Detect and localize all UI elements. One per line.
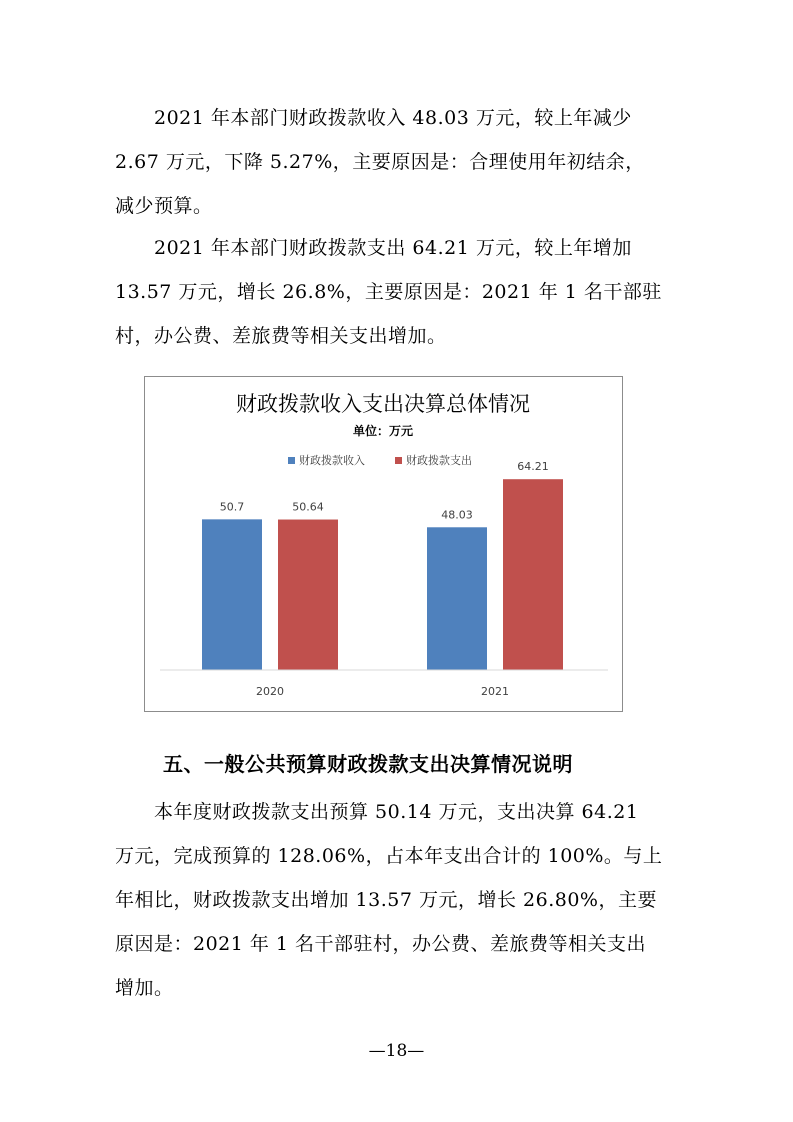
bar-2021-expenditure [503,479,563,670]
chart-subtitle: 单位：万元 [352,424,414,438]
data-label: 50.64 [292,500,324,514]
data-label: 50.7 [219,500,245,514]
paragraph-line: 2021 年本部门财政拨款收入 48.03 万元，较上年减少 [115,107,632,129]
legend-label: 财政拨款支出 [406,454,472,467]
legend-label: 财政拨款收入 [299,454,365,467]
x-tick-label: 2021 [481,685,509,698]
section-heading: 五、一般公共预算财政拨款支出决算情况说明 [163,752,573,776]
data-label: 64.21 [517,460,549,474]
legend-swatch [395,457,402,464]
paragraph-line: 2021 年本部门财政拨款支出 64.21 万元，较上年增加 [115,237,632,259]
bar-2020-income [202,519,262,670]
paragraph-line: 村，办公费、差旅费等相关支出增加。 [115,325,447,347]
x-tick-label: 2020 [256,685,284,698]
chart-title: 财政拨款收入支出决算总体情况 [236,392,530,416]
paragraph-line: 本年度财政拨款支出预算 50.14 万元，支出决算 64.21 [115,801,639,823]
paragraph-line: 2.67 万元，下降 5.27%，主要原因是：合理使用年初结余， [115,151,645,173]
bar-2020-expenditure [278,520,338,670]
paragraph-expenditure [115,226,675,358]
paragraph-budget-explanation [115,790,675,1010]
chart-canvas [145,377,622,711]
chart-legend [288,453,472,467]
chart-data-labels [220,460,549,521]
bar-chart [144,376,623,712]
paragraph-line: 原因是：2021 年 1 名干部驻村，办公费、差旅费等相关支出 [115,933,647,955]
legend-swatch [288,457,295,464]
paragraph-line: 年相比，财政拨款支出增加 13.57 万元，增长 26.80%，主要 [115,889,657,911]
paragraph-line: 增加。 [115,977,174,999]
paragraph-income [115,96,675,228]
bar-2021-income [427,527,487,670]
paragraph-line: 减少预算。 [115,195,213,217]
page-number: —18— [368,1041,425,1061]
data-label: 48.03 [441,508,473,522]
chart-bars [202,479,563,670]
paragraph-line: 万元，完成预算的 128.06%，占本年支出合计的 100%。与上 [115,845,663,867]
paragraph-line: 13.57 万元，增长 26.8%，主要原因是：2021 年 1 名干部驻 [115,281,662,303]
x-axis-ticks [256,685,509,698]
